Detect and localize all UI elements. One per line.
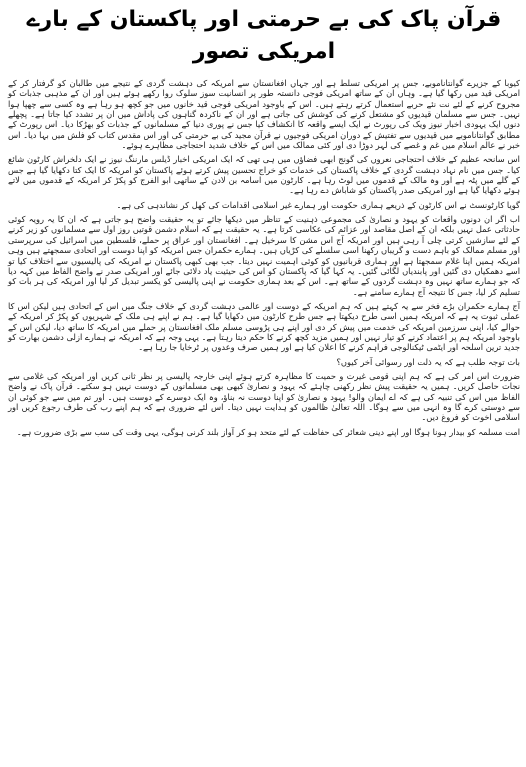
article-paragraph-5: آج ہمارے حکمران بڑے فخر سے یہ کہتے ہیں کہ ہم امریکہ کے دوست اور عالمی دہشت گردی کے خلاف جنگ میں اس کے اتحادی ہیں لیکن اس کا عملی ثبوت یہ ہے کہ امریکہ ہمیں اسی طرح دیکھتا ہے جس طرح کارٹون میں دکھایا گیا ہے۔ ہم نے اپنے ہی ملک کے شہریوں کو پکڑ کر امریکہ کے حوالے کیا، اپنی سرزمین امریکہ کی خدمت میں پیش کر دی اور اپنے ہی پڑوسی مسلم ملک افغانستان پر حملے میں امریکہ کا ساتھ دیا، لیکن اس کے باوجود امریکہ ہم پر اعتماد کرنے کو تیار نہیں اور ہمیں مزید کچھ کرنے کا حکم دیتا رہتا ہے۔ یہی وجہ ہے کہ امریکہ نے ہمارے ازلی دشمن بھارت کو جدید ترین اسلحہ اور ایٹمی ٹیکنالوجی فراہم کرنے کا اعلان کیا ہے اور ہمیں صرف وعدوں پر ٹرخایا جا رہا ہے۔ bbox=[8, 300, 520, 353]
article-paragraph-2: اس سانحہ عظیم کے خلاف احتجاجی نعروں کی گونج ابھی فضاؤں میں ہی تھی کہ ایک امریکی اخبار ڈیلس مارننگ نیوز نے ایک دلخراش کارٹون شائع کیا۔ جس میں نام نہاد دہشت گردی کے خلاف پاکستان کی خدمات کو خراج تحسین پیش کرتے ہوئے پاکستان کو امریکہ کا ایک کتا دکھایا گیا ہے جس کے گلے میں پٹہ ہے اور وہ مالک کے قدموں میں لوٹ رہا ہے۔ کارٹون میں اسامہ بن لادن کے ساتھی ابو الفرج کو پکڑ کر امریکہ کے قدموں میں لاتے ہوئے دکھایا گیا ہے اور امریکی صدر پاکستان کو شاباش دے رہا ہے۔ bbox=[8, 154, 520, 196]
article-headline: قرآن پاک کی بے حرمتی اور پاکستان کے بارے امریکی تصور bbox=[26, 7, 502, 64]
article-paragraph-3: گویا کارٹونسٹ نے اس کارٹون کے ذریعے ہماری حکومت اور ہمارے غیر اسلامی اقدامات کی کھل کر نشاندہی کی ہے۔ bbox=[116, 199, 520, 210]
article-paragraph-8: امت مسلمہ کو بیدار ہونا ہوگا اور اپنے دینی شعائر کی حفاظت کے لئے متحد ہو کر آواز بلند کرنی ہوگی، یہی وقت کی سب سے بڑی ضرورت ہے۔ bbox=[16, 426, 520, 437]
article-paragraph-6: بات توجہ طلب ہے کہ یہ ذلت اور رسوائی آخر کیوں؟ bbox=[336, 356, 520, 367]
article-paragraph-7: ضرورت اس امر کی ہے کہ ہم اپنی قومی غیرت و حمیت کا مظاہرہ کرتے ہوئے اپنی خارجہ پالیسی پر نظر ثانی کریں اور امریکہ کی غلامی سے نجات حاصل کریں۔ ہمیں یہ حقیقت پیش نظر رکھنی چاہئے کہ یہود و نصاریٰ کبھی بھی مسلمانوں کے دوست نہیں ہو سکتے۔ قرآن پاک نے واضح الفاظ میں اس کی تنبیہ کی ہے کہ اے ایمان والو! یہود و نصاریٰ کو اپنا دوست نہ بناؤ، وہ ایک دوسرے کے دوست ہیں۔ اور تم میں سے جو کوئی ان سے دوستی کرے گا وہ انہی میں سے ہوگا۔ اللہ تعالیٰ ظالموں کو ہدایت نہیں دیتا۔ اس لئے ضروری ہے کہ ہم اپنے رب کی طرف رجوع کریں اور اسلامی اخوت کو فروغ دیں۔ bbox=[8, 370, 520, 423]
article-paragraph-4: اب اگر ان دونوں واقعات کو یہود و نصاریٰ کی مجموعی ذہنیت کے تناظر میں دیکھا جائے تو یہ حقیقت واضح ہو جاتی ہے کہ ان کا یہ رویہ کوئی حادثاتی عمل نہیں بلکہ ان کے اصل مقاصد اور عزائم کی عکاسی کرتا ہے۔ یہ حقیقت ہے کہ اسلام دشمن قوتیں روز اول سے مسلمانوں کو زیر کرنے کے لئے سازشیں کرتی چلی آ رہی ہیں اور امریکہ آج اس مشن کا سرخیل ہے۔ افغانستان اور عراق پر حملے، فلسطین میں اسرائیل کی سرپرستی اور مسلم ممالک کو باہم دست و گریباں رکھنا اسی سلسلے کی کڑیاں ہیں۔ ہمارے حکمران جس امریکہ کو اپنا دوست اور اتحادی سمجھتے ہیں وہی امریکہ ہمیں اپنا غلام سمجھتا ہے اور ہماری قربانیوں کو کوئی اہمیت نہیں دیتا۔ جب بھی کبھی پاکستان نے امریکہ کی پالیسیوں سے اختلاف کیا تو اسے دھمکیاں دی گئیں اور پابندیاں لگائی گئیں۔ یہ کہا گیا کہ پاکستان کو اس کی حیثیت یاد دلائی جائے اور امریکی صدر نے واضح الفاظ میں کہہ دیا کہ جو ہمارے ساتھ نہیں وہ دہشت گردوں کے ساتھ ہے۔ اس کے بعد ہماری حکومت نے اپنی پالیسی کو یکسر تبدیل کر لیا اور امریکہ کی ہر بات کو تسلیم کر لیا، جس کا نتیجہ آج ہمارے سامنے ہے۔ bbox=[8, 214, 520, 297]
article-body bbox=[8, 78, 520, 437]
article-paragraph-1: کیوبا کے جزیرے گوانتاناموبے، جس پر امریکی تسلط ہے اور جہاں افغانستان سے امریکہ کی دہشت گردی کے نتیجے میں طالبان کو گرفتار کر کے امریکی قید میں رکھا گیا ہے۔ وہاں ان کے ساتھ امریکی فوجی دانستہ طور پر انسانیت سوز سلوک روا رکھے ہوئے ہیں اور ان کے مذہبی جذبات کو مجروح کرنے کے لئے نت نئے حربے استعمال کرتے رہتے ہیں۔ اس کے باوجود امریکی فوجی قید خانوں میں جو کچھ ہو رہا ہے وہ کسی سے چھپا ہوا نہیں۔ جس سے مسلمان قیدیوں کو مشتعل کرنے کی کوشش کی جاتی ہے اور ان کے ناکردہ گناہوں کی پاداش میں ان پر تشدد کیا جاتا ہے۔ پچھلے دنوں ایک یہودی اخبار نیوز ویک کی رپورٹ نے ایک ایسے واقعہ کا انکشاف کیا جس نے پوری دنیا کے مسلمانوں کے جذبات کو بھڑکا دیا۔ اس رپورٹ کے مطابق گوانتاناموبے میں قیدیوں سے تفتیش کے دوران امریکی فوجیوں نے قرآن مجید کی بے حرمتی کی اور اس مقدس کتاب کو فلش میں بہا دیا۔ اس خبر نے عالم اسلام میں غم و غصے کی لہر دوڑا دی اور کئی ممالک میں اس کے خلاف شدید احتجاجی مظاہرے ہوئے۔ bbox=[8, 78, 520, 151]
